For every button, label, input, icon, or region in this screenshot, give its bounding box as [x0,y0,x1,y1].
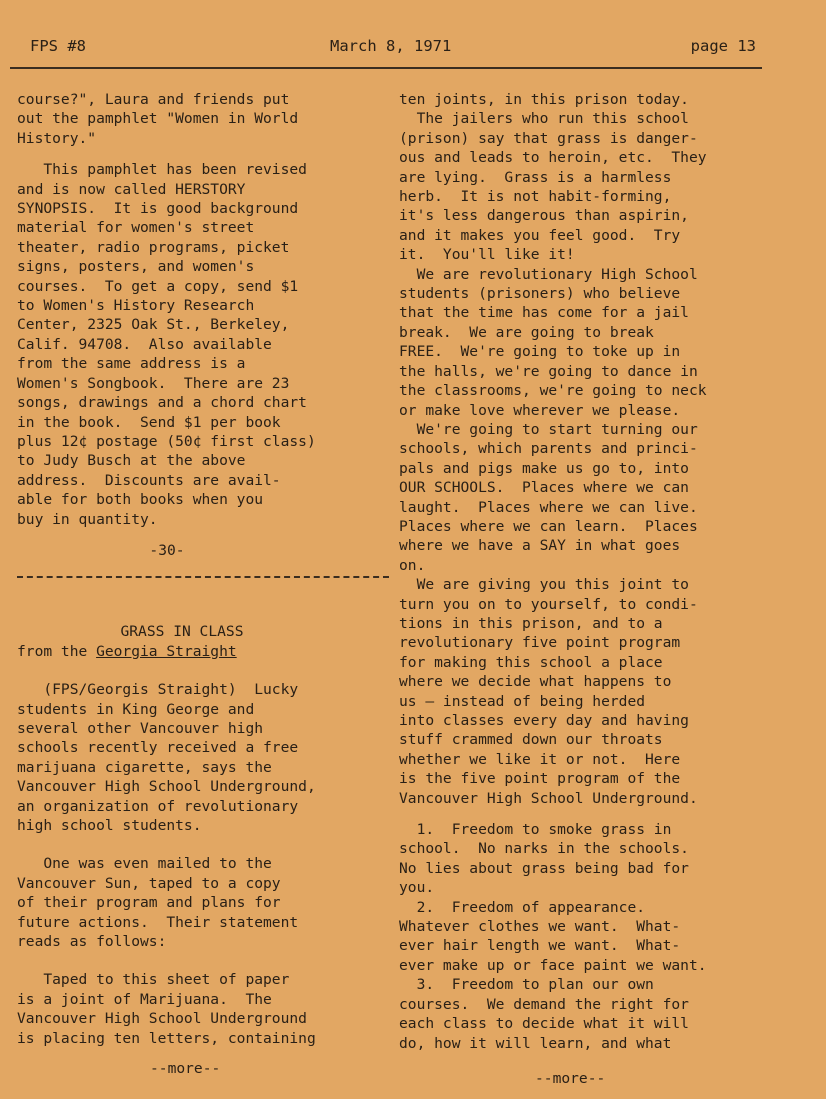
article-title: GRASS IN CLASS [120,623,244,641]
publication-issue: FPS #8 [30,37,86,55]
right-paragraph-1: ten joints, in this prison today. The jailers who run this school (prison) say that grass is danger- ous and leads to heroin, etc. They are lying. Grass is a harmless herb. It is not habit-forming, it's less dangerous than aspirin, and it makes you feel good. Try it. You'll like it! We are revolutionary High School students (prisoners) who believe that the time has come for a jail break. We are going to break FREE. We're going to toke up in the halls, we're going to dance in the classrooms, we're going to neck or make love wherever we please. We're going to start turning our schools, which parents and princi- pals and pigs make us go to, into OUR SCHOOLS. Places where we can laught. Places where we can live. Places where we can learn. Places where we have a SAY in what goes on. We are giving you this joint to turn you on to yourself, to condi- tions in this prison, and to a revolutionary five point program for making this school a place where we decide what happens to us — instead of being herded into classes every day and having stuff crammed down our throats whether we like it or not. Here is the five point program of the Vancouver High School Underground. [399,91,707,807]
end-marker: -30- [149,541,185,559]
right-paragraph-2: 1. Freedom to smoke grass in school. No narks in the schools. No lies about grass being bad for you. 2. Freedom of appearance. Whatever clothes we want. What- ever hair length we want. What- ever make up or face paint we want. 3. Freedom to plan our own courses. We demand the right for each class to decide what it will do, how it will learn, and what [399,821,707,1052]
section-divider [17,576,389,578]
article-byline [17,642,389,661]
left-more-marker: --more-- [150,1060,221,1077]
left-paragraph-3: (FPS/Georgis Straight) Lucky students in King George and several other Vancouver high schools recently received a free marijuana cigarette, says the Vancouver High School Underground, an organization of revolutionary high school students. [17,681,316,834]
left-paragraph-1: course?", Laura and friends put out the pamphlet "Women in World History." [17,91,299,147]
left-paragraph-5: Taped to this sheet of paper is a joint of Marijuana. The Vancouver High School Underground is placing ten letters, containing [17,971,316,1047]
page-header [30,37,756,59]
right-column [399,90,794,1053]
right-more-marker: --more-- [535,1070,606,1087]
byline-source: Georgia Straight [96,642,237,660]
byline-prefix: from the [17,642,97,660]
header-rule [10,67,762,69]
page-number: page 13 [690,37,756,55]
publication-date: March 8, 1971 [330,37,452,55]
left-paragraph-4: One was even mailed to the Vancouver Sun, taped to a copy of their program and plans for future actions. Their statement reads as follows: [17,855,299,951]
left-column [17,90,389,1048]
left-paragraph-2: This pamphlet has been revised and is now called HERSTORY SYNOPSIS. It is good background material for women's street theater, radio programs, picket signs, posters, and women's courses. To get a copy, send $1 to Women's History Research Center, 2325 Oak St., Berkeley, Calif. 94708. Also available from the same address is a Women's Songbook. There are 23 songs, drawings and a chord chart in the book. Send $1 per book plus 12¢ postage (50¢ first class) to Judy Busch at the above address. Discounts are avail- able for both books when you buy in quantity. [17,161,316,528]
